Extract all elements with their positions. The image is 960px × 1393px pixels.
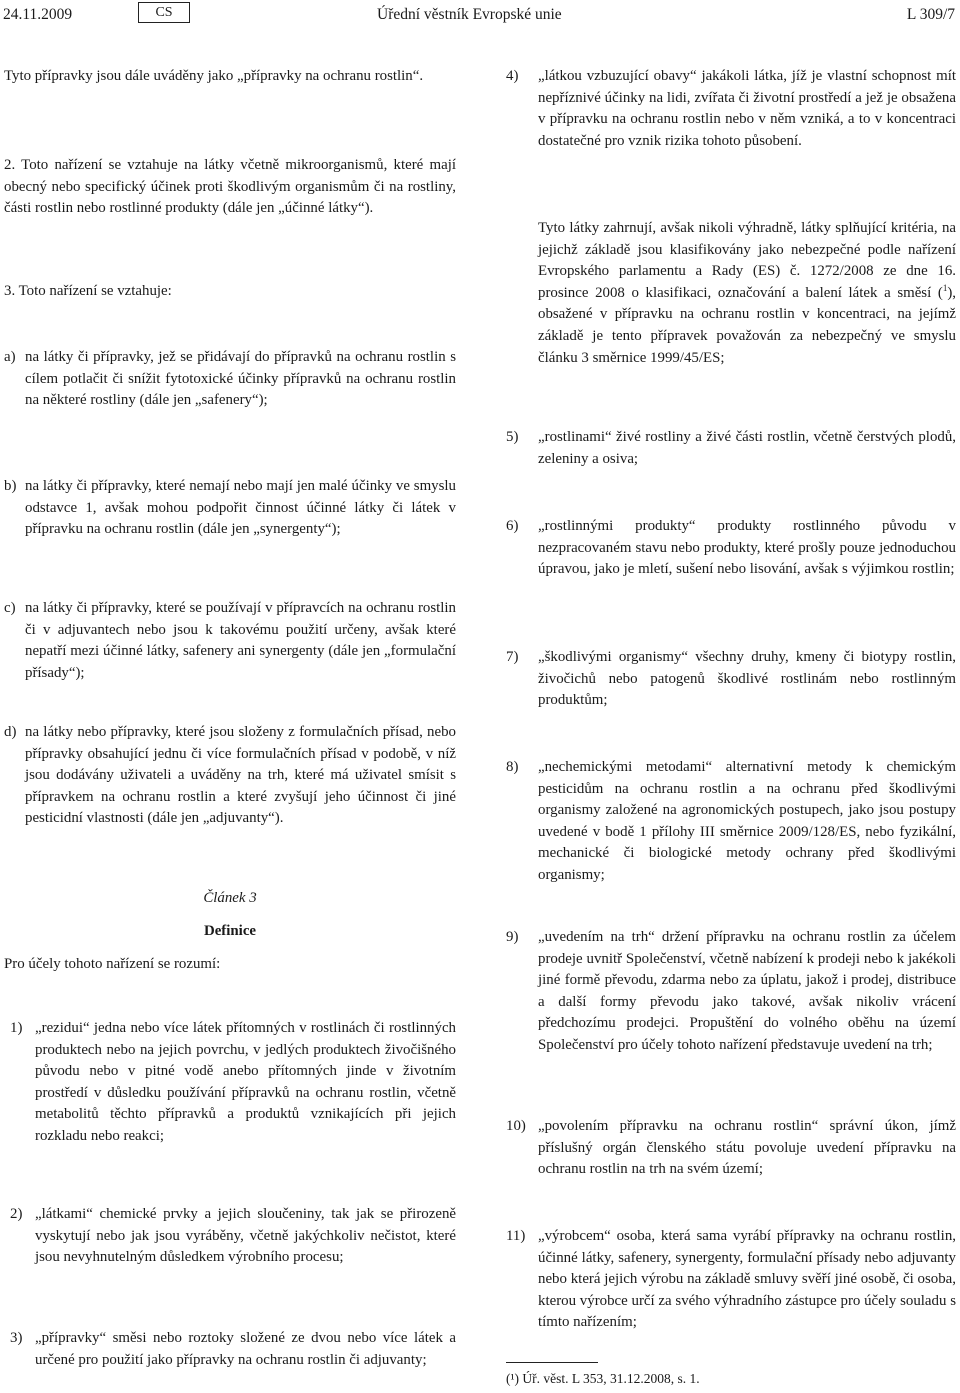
page-header: [3, 4, 955, 26]
issue-date: 24.11.2009: [3, 6, 73, 23]
footnote-marker: (¹): [506, 1371, 520, 1386]
footnote-text: Úř. věst. L 353, 31.12.2008, s. 1.: [522, 1371, 700, 1386]
definition-item: 2) „látkami“ chemické prvky a jejich sloučeniny, tak jak se přirozeně vyskytují nebo jak jsou vyráběny, včetně jakýchkoliv nečistot, které jsou nevyhnutelným důsledkem výrobního procesu;: [10, 1206, 456, 1266]
intro-paragraph: Tyto přípravky jsou dále uváděny jako „přípravky na ochranu rostlin“.: [4, 68, 424, 84]
definition-item: 6) „rostlinnými produkty“ produkty rostlinného původu v nezpracovaném stavu nebo produkty, které prošly pouze jednoduchou úpravou, jako je mletí, sušení nebo lisování, avšak s výjimkou rostlin;: [506, 518, 956, 578]
paragraph-2: 2. Toto nařízení se vztahuje na látky včetně mikroorganismů, které mají obecný nebo specifický účinek proti škodlivým organismům či na rostliny, části rostlin nebo rostlinné produkty (dále jen „účinné látky“).: [4, 157, 456, 217]
article-title: Definice: [203, 923, 257, 939]
footnote: [506, 1368, 700, 1390]
definition-item: 9) „uvedením na trh“ držení přípravku na ochranu rostlin za účelem prodeje uvnitř Společenství, včetně nabízení k prodeji nebo k jakékoli jiné formě převodu, zdarma nebo za úplatu, jakož i prodej, distribuce a další formy převodu jako takové, avšak nikoliv vrácení předchozímu prodejci. Propuštění do volného oběhu na území Společenství pro účely tohoto nařízení představuje uvedení na trh;: [506, 929, 956, 1053]
article-number: Článek 3: [203, 890, 257, 906]
definition-item: 5) „rostlinami“ živé rostliny a živé části rostlin, včetně čerstvých plodů, zeleniny a osiva;: [506, 429, 956, 467]
journal-title: Úřední věstník Evropské unie: [377, 6, 562, 23]
definition-item: 1) „rezidui“ jedna nebo více látek přítomných v rostlinách či rostlinných produktech nebo na jejich povrchu, v jedlých produktech živočišného původu nebo v pitné vodě anebo přítomných jinde v životním prostředí v důsledku používání přípravků na ochranu rostlin, včetně metabolitů těchto přípravků a produktů vznikajících při jejich rozkladu nebo reakci;: [10, 1020, 456, 1144]
definition-item: 10) „povolením přípravku na ochranu rostlin“ správní úkon, jímž příslušný orgán členského státu povoluje uvedení přípravku na ochranu rostlin na trh na svém území;: [506, 1118, 956, 1178]
list-item: b) na látky či přípravky, které nemají nebo mají jen malé účinky ve smyslu odstavce 1, avšak mohou podpořit činnost účinné látky či látek v přípravku na ochranu rostlin (dále jen „synergenty“);: [4, 478, 456, 538]
language-badge: CS: [138, 2, 190, 23]
definition-item: 3) „přípravky“ směsi nebo roztoky složené ze dvou nebo více látek a určené pro použití jako přípravky na ochranu rostlin či adjuvanty;: [10, 1330, 456, 1368]
definition-item: 11) „výrobcem“ osoba, která sama vyrábí přípravky na ochranu rostlin, účinné látky, safenery, synergenty, formulační přísady nebo adjuvanty nebo která jejich výrobu na základě smluvy svěří jiné osobě, či osoba, kterou výrobce určí za svého výhradního zástupce pro účely souladu s tímto nařízením;: [506, 1228, 956, 1331]
footnote-divider: [506, 1362, 598, 1363]
definition-item: 4) „látkou vzbuzující obavy“ jakákoli látka, jíž je vlastní schopnost mít nepříznivé účinky na lidi, zvířata či životní prostředí a jež je obsažena v přípravku na ochranu rostlin nebo v něm vzniká, a to v koncentraci dostatečné pro vznik rizika tohoto působení.: [506, 68, 956, 149]
definition-continuation: Tyto látky zahrnují, avšak nikoli výhradně, látky splňující kritéria, na jejichž základě jsou klasifikovány jako nebezpečné podle nařízení Evropského parlamentu a Rady (ES) č. 1272/2008 ze dne 16. prosince 2008 o klasifikaci, označování a balení látek a směsí ($^1$), obsažené v přípravku na ochranu rostlin v koncentraci, na jejímž základě je tento přípravek považován za nebezpečný ve smyslu článku 3 směrnice 1999/45/ES;: [538, 220, 956, 366]
definition-item: 8) „nechemickými metodami“ alternativní metody k chemickým pesticidům na ochranu rostlin a na ochranu před škodlivými organismy založené na agronomických postupech, jako jsou postupy uvedené v bodě 1 přílohy III směrnice 2009/128/ES, nebo fyzikální, mechanické či biologické metody ochrany před škodlivými organismy;: [506, 759, 956, 883]
list-item: d) na látky nebo přípravky, které jsou složeny z formulačních přísad, nebo přípravky obsahující jednu či více formulačních přísad v podobě, v níž jsou dodávány uživateli a uváděny na trh, které má uživatel smísit s přípravkem na ochranu rostlin a které zvyšují jeho účinnost či jiné pesticidní vlastnosti (dále jen „adjuvanty“).: [4, 724, 456, 827]
list-item: a) na látky či přípravky, jež se přidávají do přípravků na ochranu rostlin s cílem potlačit či snížit fytotoxické účinky přípravků na ochranu rostlin na některé rostliny (dále jen „safenery“);: [4, 349, 456, 409]
page-reference: L 309/7: [906, 6, 955, 23]
list-item: c) na látky či přípravky, které se používají v přípravcích na ochranu rostlin či v adjuvantech nebo jsou k takovému použití určeny, avšak které nepatří mezi účinné látky, safenery ani synergenty (dále jen „formulační přísady“);: [4, 600, 456, 681]
definitions-intro: Pro účely tohoto nařízení se rozumí:: [4, 956, 221, 972]
definition-item: 7) „škodlivými organismy“ všechny druhy, kmeny či biotypy rostlin, živočichů nebo patogenů škodlivé rostlinám nebo rostlinným produktům;: [506, 649, 956, 709]
paragraph-3: 3. Toto nařízení se vztahuje:: [4, 283, 172, 299]
